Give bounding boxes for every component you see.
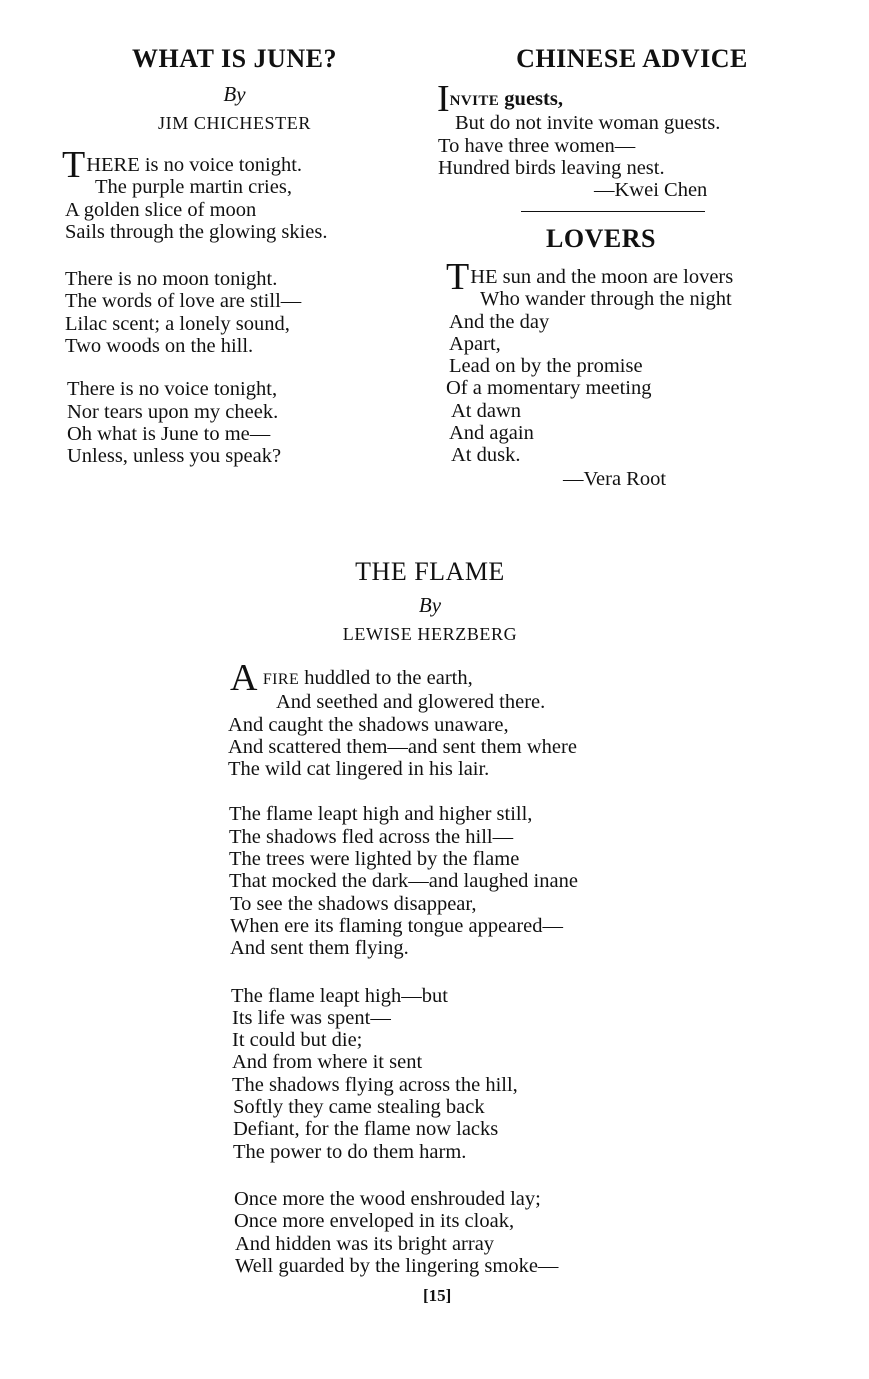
poem-line: And from where it sent xyxy=(232,1051,423,1074)
stanza-1 xyxy=(62,144,407,243)
signature: —Kwei Chen xyxy=(594,179,708,202)
first-line-text: HE sun and the moon are lovers xyxy=(470,266,734,288)
byline: By xyxy=(223,82,246,106)
poem-line: That mocked the dark—and laughed inane xyxy=(229,870,578,893)
poem-line: And scattered them—and sent them where xyxy=(228,735,577,758)
drop-cap: T xyxy=(62,144,86,186)
poem-body xyxy=(225,657,695,1277)
poem-line: It could but die; xyxy=(232,1029,363,1052)
poem-line: The words of love are still— xyxy=(65,290,302,313)
poem-line: Unless, unless you speak? xyxy=(67,445,282,468)
first-line xyxy=(62,144,407,186)
poem-line: Lilac scent; a lonely sound, xyxy=(65,312,290,335)
first-line-text: guests, xyxy=(499,88,563,110)
poem-what-is-june xyxy=(62,44,407,493)
small-caps-word: NVITE xyxy=(449,93,500,109)
poem-line: Sails through the glowing skies. xyxy=(65,220,328,243)
drop-cap: I xyxy=(437,78,450,120)
poem-line: And sent them flying. xyxy=(230,937,409,960)
stanza-2 xyxy=(225,803,695,959)
poem-line: Two woods on the hill. xyxy=(65,335,254,358)
poem-line: The flame leapt high—but xyxy=(231,984,448,1007)
poem-line: The flame leapt high and higher still, xyxy=(229,803,533,826)
poem-line: Apart, xyxy=(449,332,501,355)
poem-line: Once more the wood enshrouded lay; xyxy=(234,1187,541,1210)
poem-line: Hundred birds leaving nest. xyxy=(438,156,665,179)
poem-line: There is no moon tonight. xyxy=(65,268,278,291)
poem-line: Once more enveloped in its cloak, xyxy=(234,1210,515,1233)
poem-line: Lead on by the promise xyxy=(449,355,643,378)
stanza-2 xyxy=(62,268,407,357)
poem-body xyxy=(437,78,817,202)
small-caps-word: FIRE xyxy=(258,671,300,688)
first-line-text: HERE is no voice tonight. xyxy=(86,154,303,176)
poem-line: At dusk. xyxy=(451,444,521,467)
first-line xyxy=(437,78,817,120)
poem-line: A golden slice of moon xyxy=(65,198,257,221)
poem-line: The wild cat lingered in his lair. xyxy=(228,758,490,781)
first-line xyxy=(225,657,695,699)
poem-line: The trees were lighted by the flame xyxy=(229,848,520,871)
first-line xyxy=(446,256,816,298)
poem-line: And the day xyxy=(449,310,550,333)
poem-line: Oh what is June to me— xyxy=(67,422,271,445)
stanza-3 xyxy=(62,378,407,467)
stanza-1 xyxy=(225,657,695,781)
poem-lovers xyxy=(446,224,816,490)
poem-line: And seethed and glowered there. xyxy=(276,691,546,714)
drop-cap: A xyxy=(230,657,258,699)
poem-line: Nor tears upon my cheek. xyxy=(67,400,279,423)
poem-line: Who wander through the night xyxy=(480,288,732,311)
poem-line: At dawn xyxy=(451,399,522,422)
poem-body xyxy=(446,256,816,490)
poem-line: Well guarded by the lingering smoke— xyxy=(235,1254,559,1277)
poem-line: The shadows flying across the hill, xyxy=(232,1073,518,1096)
poem-line: And caught the shadows unaware, xyxy=(228,713,509,736)
byline: By xyxy=(418,593,442,617)
author-name: JIM CHICHESTER xyxy=(158,113,311,133)
poem-line: Its life was spent— xyxy=(232,1006,391,1029)
poem-line: When ere its flaming tongue appeared— xyxy=(230,914,563,937)
page-number: [15] xyxy=(423,1286,452,1305)
poem-line: Defiant, for the flame now lacks xyxy=(233,1118,499,1141)
poem-line: Softly they came stealing back xyxy=(233,1096,485,1119)
stanza-3 xyxy=(225,985,695,1163)
first-line-text: huddled to the earth, xyxy=(299,667,473,689)
poem-title: THE FLAME xyxy=(355,557,505,586)
poem-line: And again xyxy=(449,422,534,445)
poem-title: WHAT IS JUNE? xyxy=(132,44,337,73)
poem-body xyxy=(62,144,407,468)
poem-line: The power to do them harm. xyxy=(233,1140,467,1163)
poem-the-flame xyxy=(225,557,695,1302)
poem-line: The purple martin cries, xyxy=(95,176,292,199)
poem-line: To see the shadows disappear, xyxy=(230,892,477,915)
poem-line: Of a momentary meeting xyxy=(446,377,652,400)
author-name: LEWISE HERZBERG xyxy=(342,624,518,644)
poem-title: CHINESE ADVICE xyxy=(516,44,748,73)
poem-line: And hidden was its bright array xyxy=(235,1232,495,1255)
drop-cap: T xyxy=(446,256,470,298)
divider-rule xyxy=(521,211,705,212)
poem-line: The shadows fled across the hill— xyxy=(229,825,514,848)
stanza-4 xyxy=(225,1188,695,1277)
poem-line: There is no voice tonight, xyxy=(67,378,278,401)
signature: —Vera Root xyxy=(563,467,667,490)
poem-chinese-advice xyxy=(437,44,817,201)
poem-line: To have three women— xyxy=(438,134,636,157)
poem-title: LOVERS xyxy=(546,224,656,253)
poem-line: But do not invite woman guests. xyxy=(455,112,721,135)
